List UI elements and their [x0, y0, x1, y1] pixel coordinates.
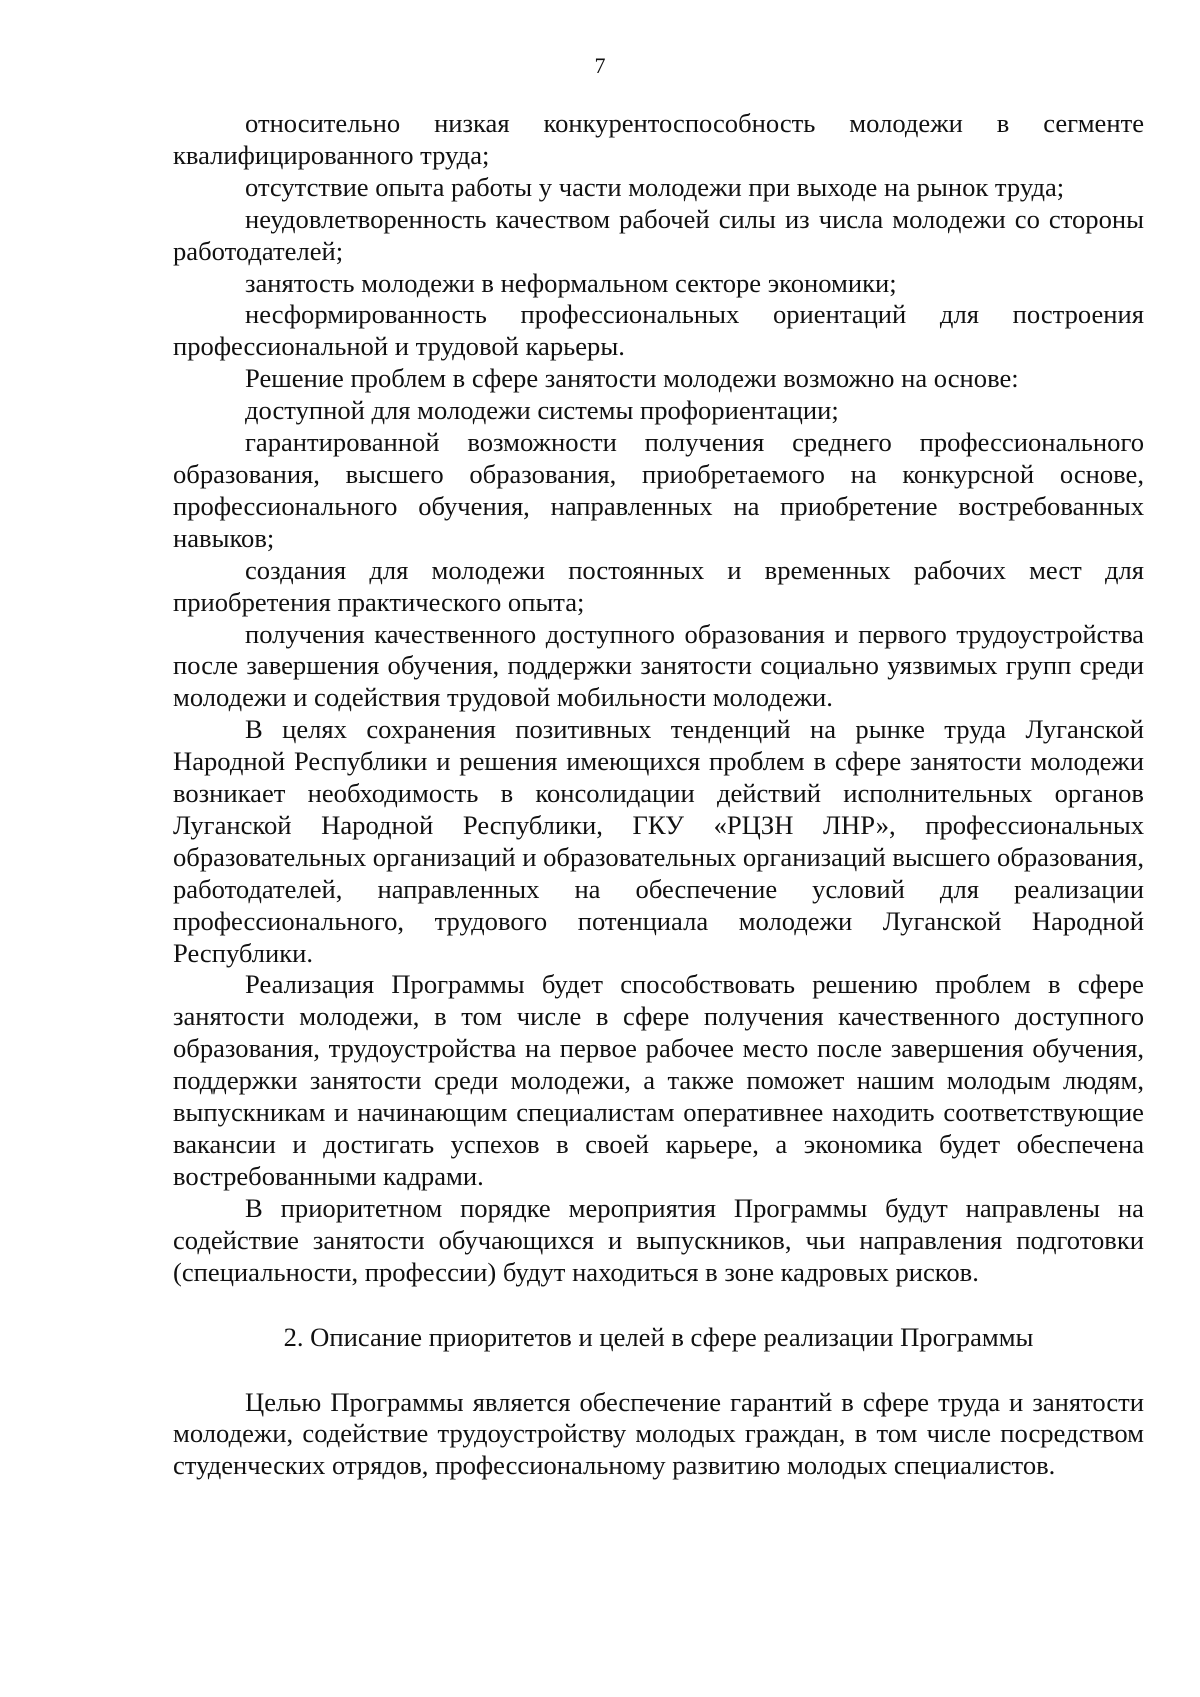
document-body: [173, 108, 1144, 1482]
paragraph: В приоритетном порядке мероприятия Программы будут направлены на содействие занятости обучающихся и выпускников, чьи направления подготовки (специальности, профессии) будут находиться в зоне кадровых рисков.: [173, 1192, 1144, 1287]
paragraph: В целях сохранения позитивных тенденций на рынке труда Луганской Народной Республики и решения имеющихся проблем в сфере занятости молодежи возникает необходимость в консолидации действий исполнительных органов Луганской Народной Республики, ГКУ «РЦЗН ЛНР», профессиональных образовательных организаций и образовательных организаций высшего образования, работодателей, направленных на обеспечение условий для реализации профессионального, трудового потенциала молодежи Луганской Народной Республики.: [173, 714, 1144, 968]
section-heading: 2. Описание приоритетов и целей в сфере реализации Программы: [283, 1321, 1034, 1352]
paragraph: отсутствие опыта работы у части молодежи при выходе на рынок труда;: [245, 171, 1065, 202]
paragraph: неудовлетворенность качеством рабочей силы из числа молодежи со стороны работодателей;: [173, 203, 1144, 266]
paragraph: относительно низкая конкурентоспособность молодежи в сегменте квалифицированного труда;: [173, 108, 1144, 170]
paragraph: занятость молодежи в неформальном секторе экономики;: [245, 267, 897, 298]
page-number: 7: [594, 53, 606, 78]
paragraph: гарантированной возможности получения среднего профессионального образования, высшего образования, приобретаемого на конкурсной основе, профессионального обучения, направленных на приобретение востребованных навыков;: [173, 427, 1144, 553]
paragraph: создания для молодежи постоянных и временных рабочих мест для приобретения практического опыта;: [173, 554, 1144, 617]
paragraph: доступной для молодежи системы профориентации;: [245, 395, 839, 426]
paragraph: Решение проблем в сфере занятости молодежи возможно на основе:: [245, 363, 1019, 394]
paragraph: несформированность профессиональных ориентаций для построения профессиональной и трудовой карьеры.: [173, 299, 1144, 362]
paragraph: Целью Программы является обеспечение гарантий в сфере труда и занятости молодежи, содействие трудоустройству молодых граждан, в том числе посредством студенческих отрядов, профессиональному развитию молодых специалистов.: [173, 1386, 1144, 1481]
paragraph: получения качественного доступного образования и первого трудоустройства после завершения обучения, поддержки занятости социально уязвимых групп среди молодежи и содействия трудовой мобильности молодежи.: [173, 618, 1144, 713]
paragraph: Реализация Программы будет способствовать решению проблем в сфере занятости молодежи, в том числе в сфере получения качественного доступного образования, трудоустройства на первое рабочее место после завершения обучения, поддержки занятости среди молодежи, а также поможет нашим молодым людям, выпускникам и начинающим специалистам оперативнее находить соответствующие вакансии и достигать успехов в своей карьере, а экономика будет обеспечена востребованными кадрами.: [173, 969, 1144, 1191]
